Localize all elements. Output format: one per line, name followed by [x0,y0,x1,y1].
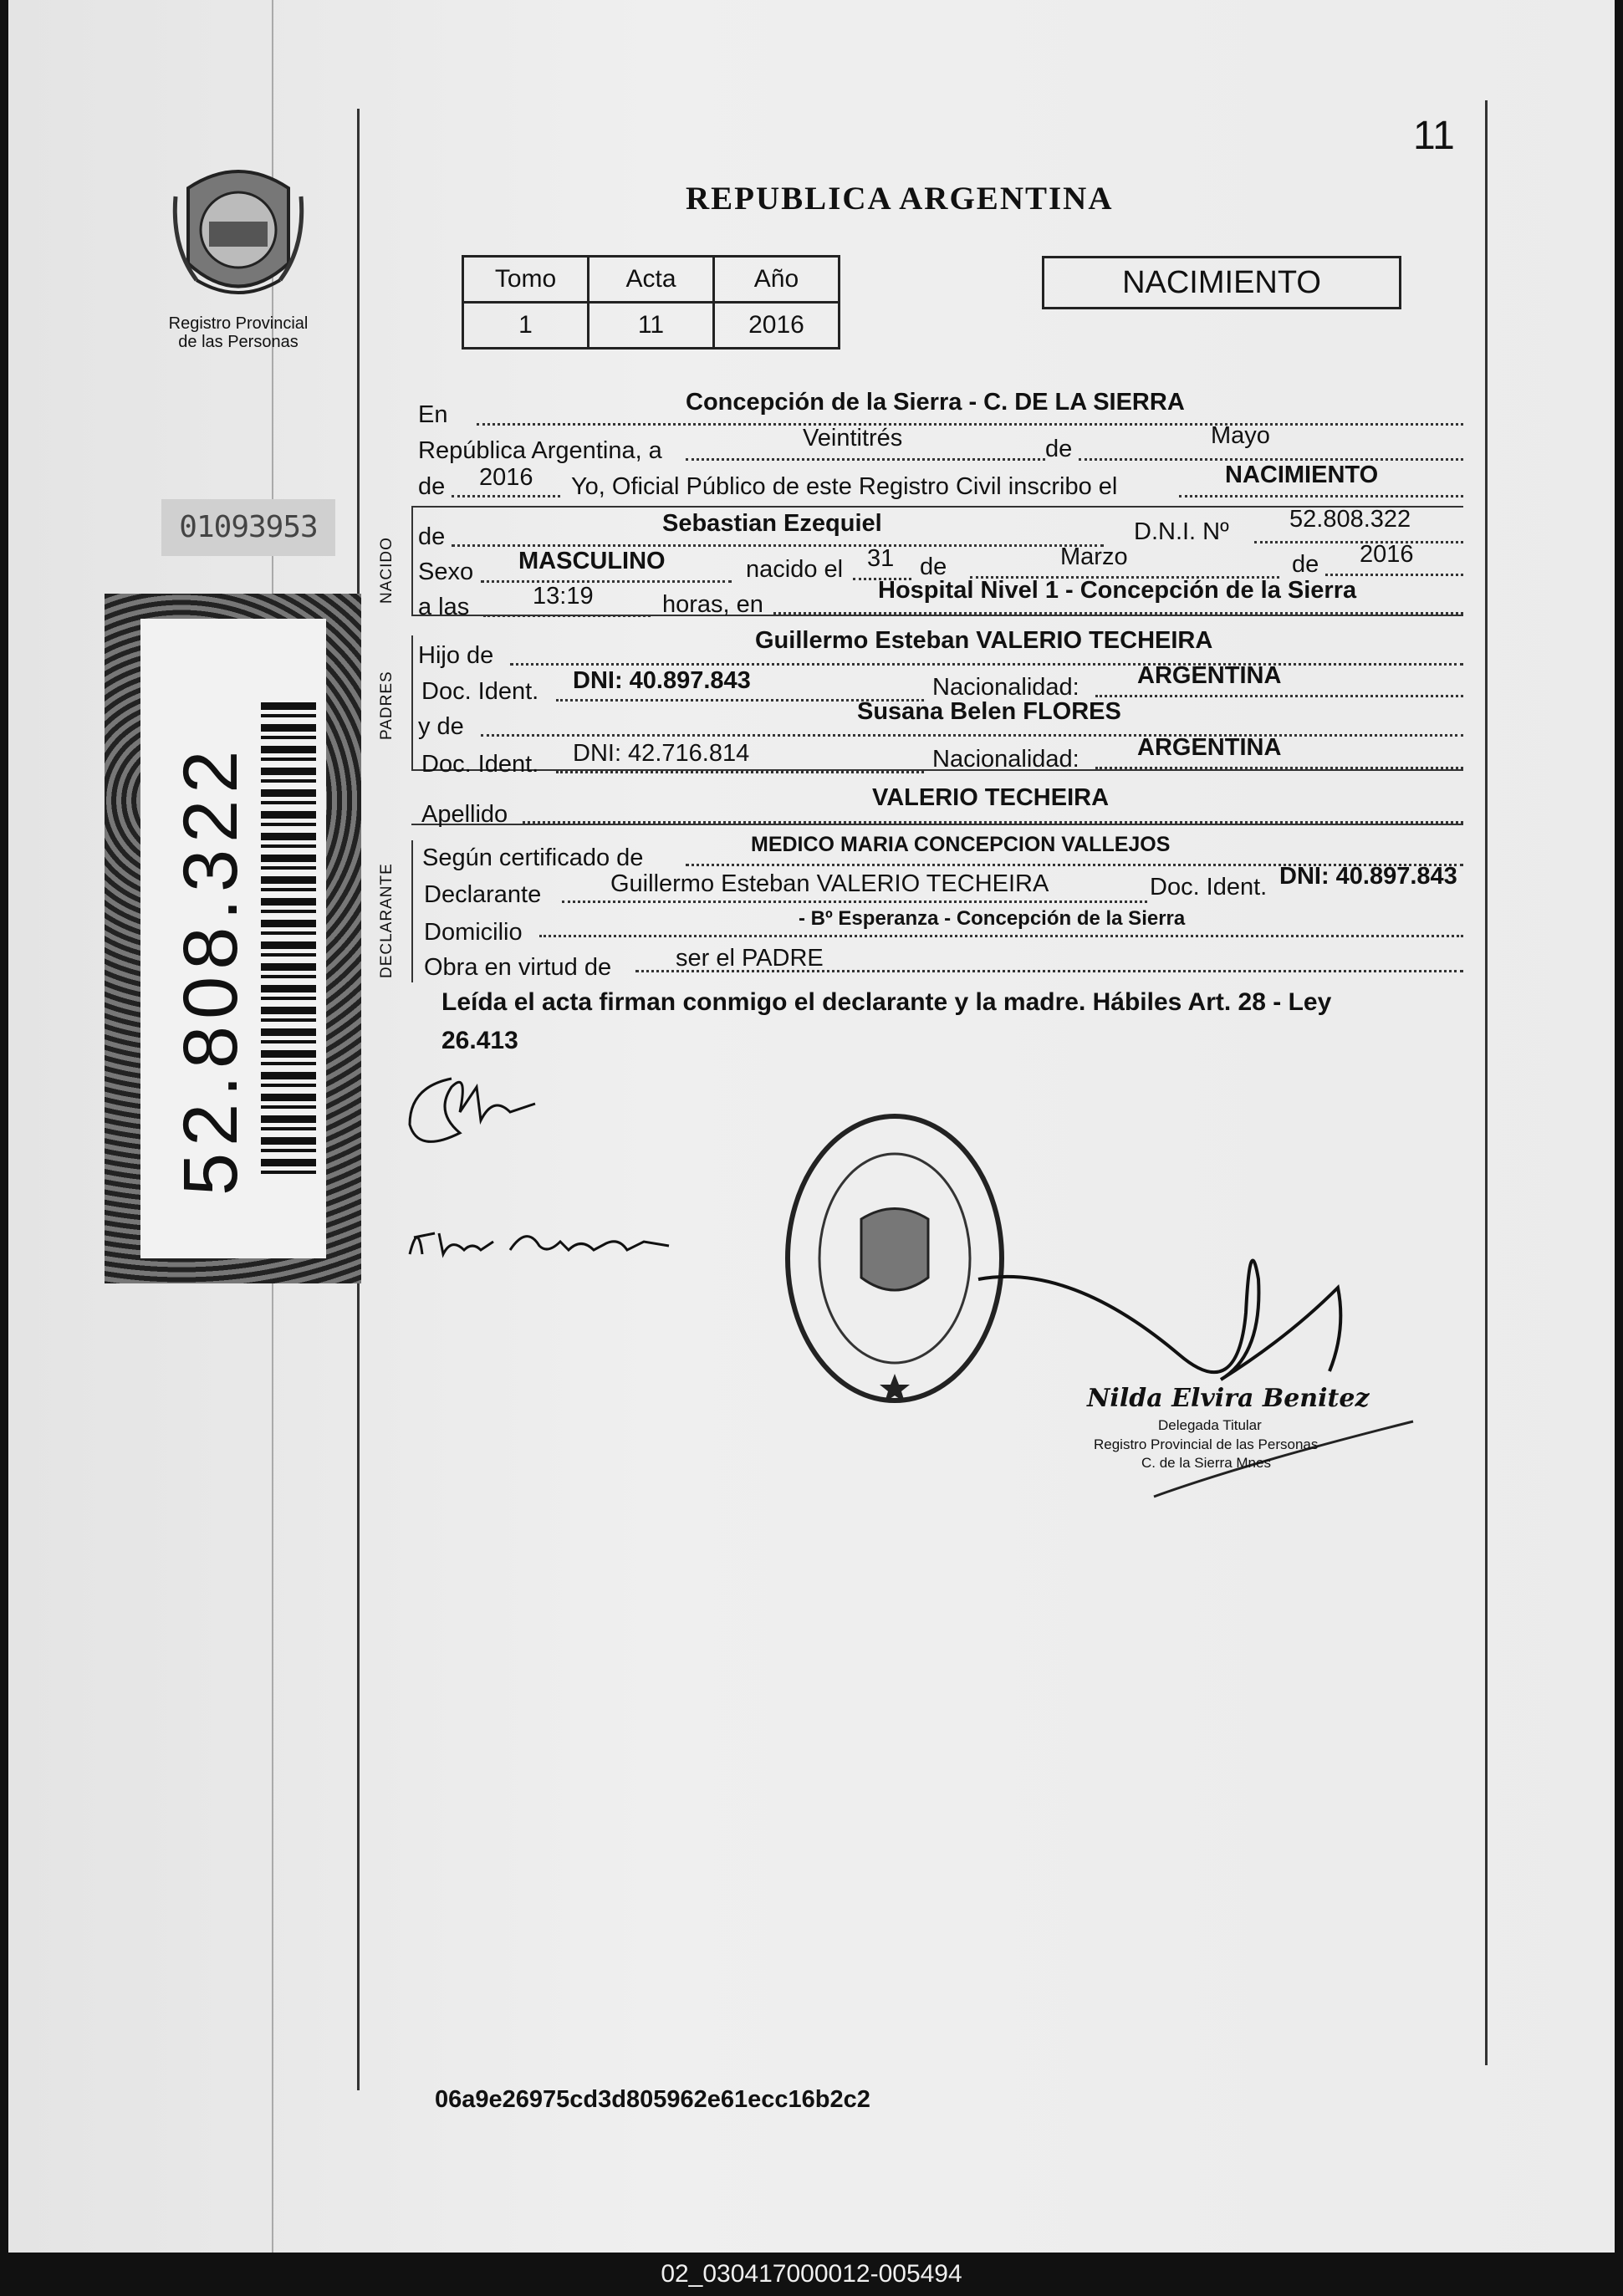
value-anio: 2016 [479,464,533,491]
logo-caption-line-1: Registro Provincial [168,314,309,333]
dotted-line [481,734,1463,737]
registry-value-anio: 2016 [714,303,840,349]
label-sexo: Sexo [418,559,474,585]
document-hash: 06a9e26975cd3d805962e61ecc16b2c2 [435,2086,870,2113]
label-nacionalidad: Nacionalidad: [932,746,1079,773]
label-de: de [920,554,947,580]
section-divider [411,635,413,769]
value-madre: Susana Belen FLORES [857,698,1121,725]
value-nac-dia: 31 [867,545,895,572]
section-label-nacido: NACIDO [378,537,396,604]
label-a-las: a las [418,594,470,620]
label-de: de [1292,551,1319,578]
document-title: REPUBLICA ARGENTINA [686,181,1114,217]
dotted-line [452,495,560,497]
dotted-line [510,663,1463,666]
value-lugar: Concepción de la Sierra - C. DE LA SIERRA [686,389,1185,416]
registry-header-anio: Año [714,257,840,303]
official-location: C. de la Sierra Mnes [1141,1455,1271,1471]
value-sexo: MASCULINO [518,548,666,574]
dotted-line [1254,541,1463,543]
dotted-line [1079,458,1463,461]
value-madre-nac: ARGENTINA [1137,734,1282,761]
label-hijo-de: Hijo de [418,642,494,669]
barcode-number: 52.808.322 [168,743,253,1196]
value-domicilio: - Bº Esperanza - Concepción de la Sierra [799,907,1186,930]
dotted-line [523,821,1463,824]
dotted-line [452,544,1104,547]
mother-signature [401,1208,686,1267]
dotted-line [562,901,1147,903]
value-declarante-doc: DNI: 40.897.843 [1279,863,1457,890]
value-apellido: VALERIO TECHEIRA [872,784,1110,811]
registry-header-tomo: Tomo [463,257,589,303]
value-padre-nac: ARGENTINA [1137,662,1282,689]
dotted-line [539,935,1463,937]
certificate-type-box: NACIMIENTO [1042,256,1401,309]
label-dni: D.N.I. Nº [1134,518,1229,545]
section-divider [411,840,413,982]
label-de: de [418,523,446,550]
value-dni: 52.808.322 [1289,506,1411,533]
dotted-line [1325,574,1463,576]
value-declarante: Guillermo Esteban VALERIO TECHEIRA [610,870,1049,897]
value-mes: Mayo [1211,422,1270,449]
registry-header-acta: Acta [589,257,714,303]
dotted-line [1095,767,1463,769]
label-y-de: y de [418,713,464,740]
closing-text-line-1: Leída el acta firman conmigo el declarante y la madre. Hábiles Art. 28 - Ley [441,988,1332,1016]
value-lugar-nac: Hospital Nivel 1 - Concepción de la Sierra [878,577,1357,604]
registry-value-tomo: 1 [463,303,589,349]
label-de: de [418,473,446,500]
official-signature [970,1212,1421,1522]
registry-value-acta: 11 [589,303,714,349]
official-office: Registro Provincial de las Personas [1094,1436,1319,1452]
value-nombre: Sebastian Ezequiel [662,510,882,537]
dotted-line [686,458,1045,461]
value-dia: Veintitrés [803,425,903,452]
label-doc-ident: Doc. Ident. [1150,874,1268,901]
scan-footer-id: 02_030417000012-005494 [661,2260,962,2288]
logo-caption-line-2: de las Personas [178,333,299,351]
label-republica: República Argentina, a [418,437,662,464]
label-doc-ident: Doc. Ident. [421,678,539,705]
label-horas-en: horas, en [662,591,763,618]
value-hora: 13:19 [533,583,594,610]
label-nacido-el: nacido el [746,556,844,583]
label-oficial: Yo, Oficial Público de este Registro Civil inscribo el [571,473,1118,500]
value-madre-doc: DNI: 42.716.814 [573,740,750,767]
dotted-line [483,615,651,617]
value-padre: Guillermo Esteban VALERIO TECHEIRA [755,627,1213,654]
value-certificado: MEDICO MARIA CONCEPCION VALLEJOS [751,833,1171,856]
logo-caption [155,314,322,351]
dotted-line [481,580,732,583]
value-acto: NACIMIENTO [1225,462,1379,488]
label-domicilio: Domicilio [424,919,523,946]
barcode-bars [261,702,316,1179]
dotted-line [1179,495,1463,497]
section-label-padres: PADRES [378,671,396,740]
value-nac-anio: 2016 [1360,541,1414,568]
registry-table [462,255,840,350]
declarant-signature [401,1062,544,1162]
section-label-declarante: DECLARANTE [378,863,396,978]
label-nacionalidad: Nacionalidad: [932,674,1079,701]
page-number: 11 [1413,114,1455,158]
serial-stamp: 01093953 [161,499,335,556]
dotted-line [1095,695,1463,697]
official-name: Nilda Elvira Benitez [1087,1384,1370,1413]
label-apellido: Apellido [421,801,508,828]
label-doc-ident: Doc. Ident. [421,751,539,778]
dotted-line [477,423,1463,426]
province-seal-logo [171,163,305,309]
right-margin-line [1485,100,1488,2065]
value-obra: ser el PADRE [676,945,824,972]
label-obra: Obra en virtud de [424,954,612,981]
dotted-line [773,612,1463,615]
label-segun: Según certificado de [422,844,644,871]
dotted-line [556,771,924,773]
section-divider [411,506,413,615]
label-en: En [418,401,448,428]
label-de: de [1045,436,1073,462]
section-rule [411,824,1463,825]
value-padre-doc: DNI: 40.897.843 [573,667,751,694]
official-title: Delegada Titular [1158,1417,1262,1433]
value-nac-mes: Marzo [1060,543,1128,570]
closing-text-line-2: 26.413 [441,1027,518,1054]
label-declarante: Declarante [424,881,542,908]
